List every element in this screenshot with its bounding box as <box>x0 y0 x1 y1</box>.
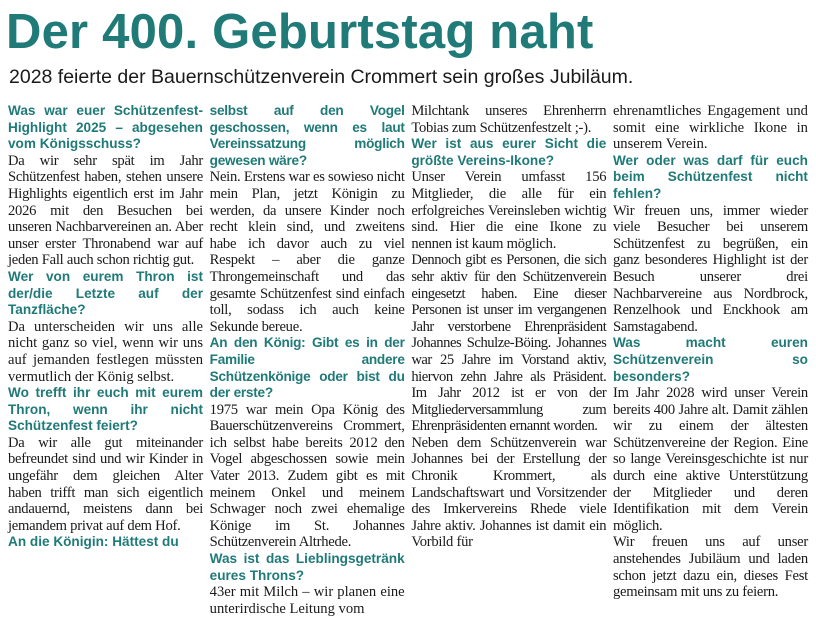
article-columns <box>8 103 808 617</box>
article-column-1 <box>8 103 203 591</box>
article-column-2 <box>209 103 405 617</box>
question: Was ist das Lieblingsgetränk eures Throns? <box>209 551 405 583</box>
question: selbst auf den Vogel geschossen, wenn es laut Vereinssatzung möglich gewesen wäre? <box>209 103 405 168</box>
answer: 1975 war mein Opa König des Bauerschützenvereins Crommert, ich selbst habe bereits 2012 den Vogel abgeschossen sowie mein Vater 2013. Zudem gibt es mit meinem Onkel und meinem Schwager noch zwei ehemalige Könige im St. Johannes Schützenverein Altrhede. <box>209 401 405 551</box>
answer: Da wir alle gut miteinander befreundet sind und wir Kinder in ungefähr dem gleichen Alter haben trifft man sich eigentlich andauernd, meistens dann bei jemandem privat auf dem Hof. <box>8 434 203 534</box>
question: Wer oder was darf für euch beim Schützenfest nicht fehlen? <box>612 152 808 201</box>
question: Wer von eurem Thron ist der/die Letzte auf der Tanzfläche? <box>8 268 203 318</box>
answer: Neben dem Schützenverein war Johannes bei der Erstellung der Chronik Krommert, als Landschaftswart und Vorsitzender des Imkervereins Rhede viele Jahre aktiv. Johannes ist damit ein Vorbild für <box>411 434 607 551</box>
answer: Nein. Erstens war es sowieso nicht mein Plan, jetzt Königin zu werden, da unsere Kinder noch recht klein sind, und zweitens habe ich davor auch zu viel Respekt – aber die ganze Throngemeinschaft und das gesamte Schützenfest sind einfach toll, sodass ich auch keine Sekunde bereue. <box>209 169 405 335</box>
question: Wer ist aus eurer Sicht die größte Vereins-Ikone? <box>411 136 607 168</box>
question: An die Königin: Hättest du <box>8 534 179 550</box>
question: An den König: Gibt es in der Familie andere Schützenkönige oder bist du der erste? <box>209 335 405 401</box>
answer: Da wir sehr spät im Jahr Schützenfest haben, stehen unsere Highlights eigentlich erst im Jahr 2026 mit den Besuchen bei unseren Nachbarvereinen an. Aber unser erster Thronabend war auf jeden Fall auch schon richtig gut. <box>8 152 203 269</box>
answer: Milchtank unseres Ehrenherrn Tobias zum Schützenfestzelt ;-). <box>411 103 607 136</box>
answer: Unser Verein umfasst 156 Mitglieder, die alle für ein erfolgreiches Vereinsleben wichtig sind. Hier die eine Ikone zu nennen ist kaum möglich. <box>411 169 607 252</box>
question: Was macht euren Schützenverein so besonders? <box>612 335 808 384</box>
question: Was war euer Schützenfest-Highlight 2025 – abgesehen vom Königsschuss? <box>8 103 203 152</box>
question: Wo trefft ihr euch mit eurem Thron, wenn ihr nicht Schützenfest feiert? <box>8 385 203 434</box>
answer: Im Jahr 2028 wird unser Verein bereits 400 Jahre alt. Damit zählen wir zu einem der ältesten Schützenvereine der Region. Eine so lange Vereinsgeschichte ist nur durch eine aktive Unterstützung der Mitglieder und deren Identifikation mit dem Verein möglich. <box>612 385 808 534</box>
answer: Wir freuen uns auf unser anstehendes Jubiläum und laden schon jetzt dazu ein, dieses Fest gemeinsam mit uns zu feiern. <box>612 534 808 601</box>
article-column-4 <box>612 103 808 601</box>
answer: Da unterscheiden wir uns alle nicht ganz so viel, wenn wir uns auf jemanden festlegen müssten vermutlich der König selbst. <box>8 318 203 385</box>
article-column-3 <box>411 103 606 591</box>
answer: Wir freuen uns, immer wieder viele Besucher bei unserem Schützenfest zu begrüßen, ein ganz besonderes Highlight ist der Besuch unserer drei Nachbarvereine aus Nordbrock, Renzelhook und Enckhook am Samstagabend. <box>612 202 808 335</box>
subheadline: 2028 feierte der Bauernschützenverein Crommert sein großes Jubiläum. <box>9 66 634 88</box>
headline: Der 400. Geburtstag naht <box>6 5 594 59</box>
answer: Dennoch gibt es Personen, die sich sehr aktiv für den Schützenverein eingesetzt haben. Eine dieser Personen ist unser im vergangenen Jahr verstorbene Ehrenpräsident Johannes Schulze-Böing. Johannes war 25 Jahre im Vorstand aktiv, hiervon zehn Jahre als Präsident. Im Jahr 2012 ist er von der Mitgliederversammlung zum Ehrenpräsidenten ernannt worden. <box>411 252 607 435</box>
answer: 43er mit Milch – wir planen eine unterirdische Leitung vom <box>209 584 405 617</box>
answer: ehrenamtliches Engagement und somit eine wirkliche Ikone in unserem Verein. <box>612 103 808 153</box>
